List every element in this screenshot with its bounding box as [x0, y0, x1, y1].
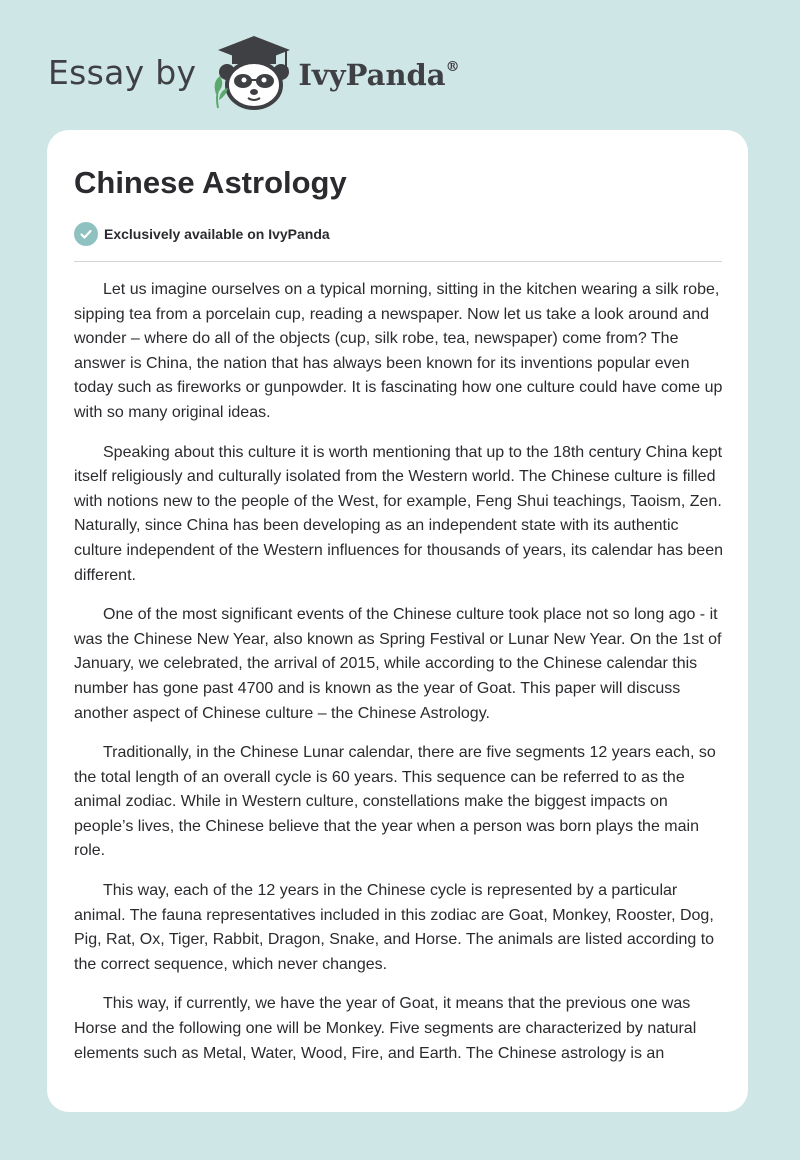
- panda-graduate-logo-icon[interactable]: [210, 34, 296, 110]
- checkmark-circle-icon: [74, 222, 98, 246]
- essay-paragraph: This way, each of the 12 years in the Chinese cycle is represented by a particular animal. The fauna representatives included in this zodiac are Goat, Monkey, Rooster, Dog, Pig, Rat, Ox, Tiger, Rabbit, Dragon, Snake, and Horse. The animals are listed according to the correct sequence, which never changes.: [74, 882, 715, 973]
- essay-paragraph: Traditionally, in the Chinese Lunar calendar, there are five segments 12 years each, so the total length of an overall cycle is 60 years. This sequence can be referred to as the animal zodiac. While in Western culture, constellations make the biggest impacts on people’s lives, the Chinese believe that the year when a person was born plays the main role.: [74, 744, 716, 860]
- essay-by-label: Essay by: [48, 52, 197, 92]
- essay-paragraph: Let us imagine ourselves on a typical morning, sitting in the kitchen wearing a silk robe, sipping tea from a porcelain cup, reading a newspaper. Now let us take a look around and wonder – where do all of the objects (cup, silk robe, tea, newspaper) come from? The answer is China, the nation that has always been known for its inventions popular even today such as fireworks or gunpowder. It is fascinating how one culture could have come up with so many original ideas.: [74, 281, 723, 421]
- brand-text[interactable]: IvyPanda: [298, 58, 446, 92]
- title-divider: [74, 261, 722, 262]
- essay-card: [47, 130, 748, 1112]
- essay-paragraph: This way, if currently, we have the year of Goat, it means that the previous one was Horse and the following one will be Monkey. Five segments are characterized by natural elements such as Metal, Water, Wood, Fire, and Earth. The Chinese astrology is an: [74, 995, 697, 1062]
- essay-paragraph: Speaking about this culture it is worth mentioning that up to the 18th century China kept itself religiously and culturally isolated from the Western world. The Chinese culture is filled with notions new to the people of the West, for example, Feng Shui teachings, Taoism, Zen. Naturally, since China has been developing as an independent state with its authentic culture independent of the Western influences for thousands of years, its calendar has been different.: [74, 443, 723, 584]
- essay-paragraph: One of the most significant events of the Chinese culture took place not so long ago - it was the Chinese New Year, also known as Spring Festival or Lunar New Year. On the 1st of January, we celebrated, the arrival of 2015, while according to the Chinese calendar this number has gone past 4700 and is known as the year of Goat. This paper will discuss another aspect of Chinese culture – the Chinese Astrology.: [74, 606, 722, 722]
- essay-body: [74, 278, 724, 1081]
- ivypanda-brand-name[interactable]: [298, 58, 459, 92]
- site-header: [48, 34, 460, 110]
- essay-title: Chinese Astrology: [74, 165, 347, 200]
- exclusive-badge-text: Exclusively available on IvyPanda: [104, 226, 330, 242]
- trademark-symbol: ®: [445, 59, 460, 75]
- exclusive-badge: [74, 222, 330, 246]
